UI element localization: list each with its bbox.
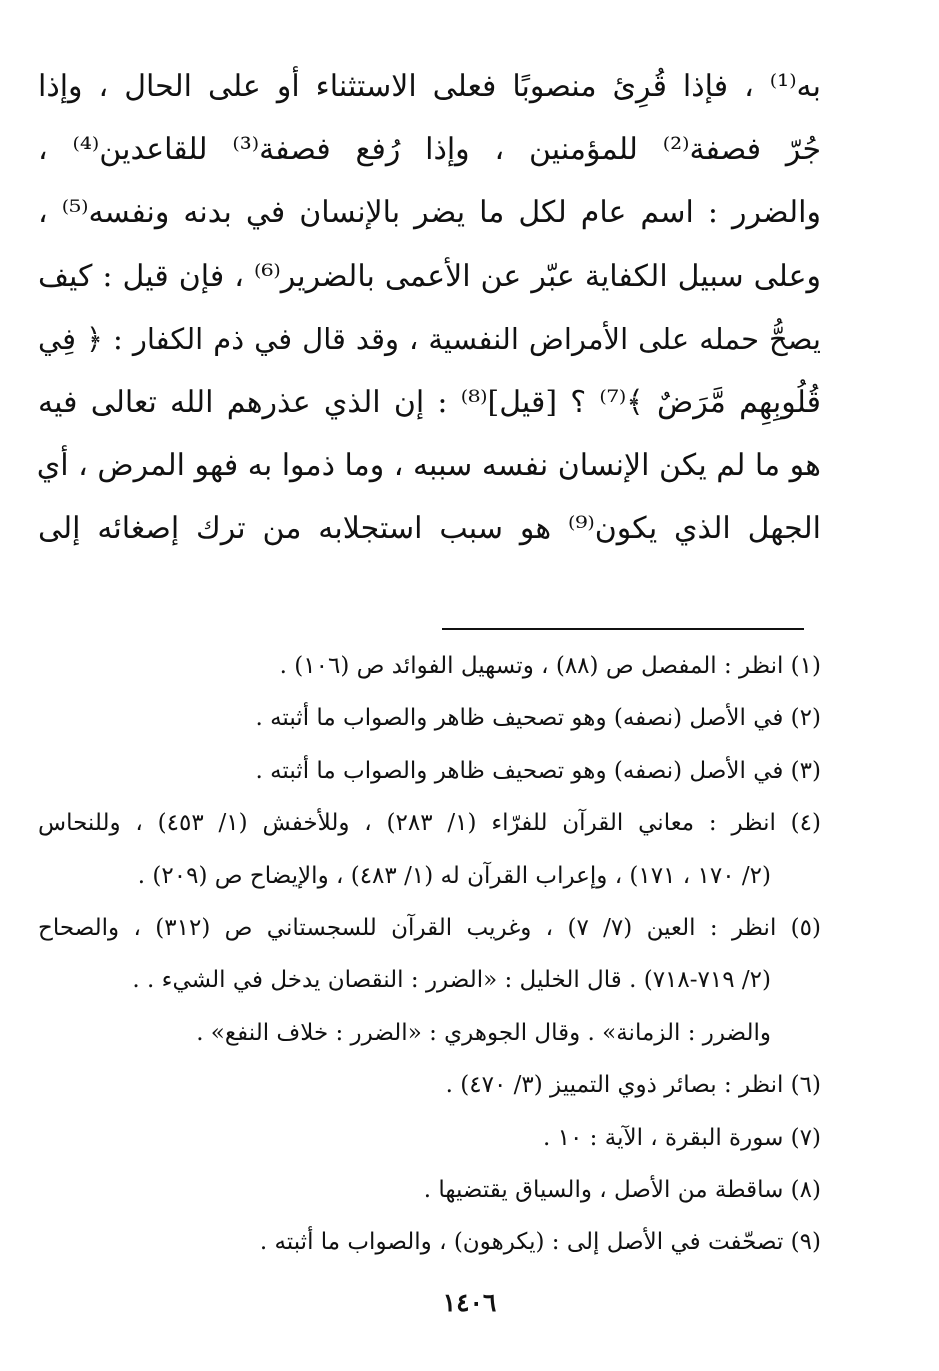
footnote-3: (٣) في الأصل (نصفه) وهو تصحيف ظاهر والصواب ما أثبته . bbox=[255, 757, 821, 784]
main-text-line: وعلى سبيل الكفاية عبّر عن الأعمى بالضرير⁽⁶⁾ ، فإن قيل : كيف bbox=[38, 258, 821, 294]
footnote-4: (٤) انظر : معاني القرآن للفرّاء (١/ ٢٨٣) ، وللأخفش (١/ ٤٥٣) ، وللنحاس bbox=[38, 810, 822, 837]
main-text-line: به⁽¹⁾ ، فإذا قُرِئ منصوبًا فعلى الاستثناء أو على الحال ، وإذا bbox=[38, 69, 821, 104]
main-text-line: يصحُّ حمله على الأمراض النفسية ، وقد قال في ذم الكفار : ﴿ فِي bbox=[38, 321, 821, 356]
footnote-5: (٥) انظر : العين (٧/ ٧) ، وغريب القرآن للسجستاني ص (٣١٢) ، والصحاح bbox=[38, 914, 821, 941]
main-text-line: جُرّ فصفة⁽²⁾ للمؤمنين ، وإذا رُفع فصفة⁽³⁾ للقاعدين⁽⁴⁾ ، bbox=[38, 132, 822, 168]
footnote-8: (٨) ساقطة من الأصل ، والسياق يقتضيها . bbox=[423, 1176, 821, 1203]
main-text-line: هو ما لم يكن الإنسان نفسه سببه ، وما ذموا به فهو المرض ، أي bbox=[36, 448, 821, 484]
main-text-line: الجهل الذي يكون⁽⁹⁾ هو سبب استجلابه من ترك إصغائه إلى bbox=[38, 511, 821, 547]
main-text-line: والضرر : اسم عام لكل ما يضر بالإنسان في بدنه ونفسه⁽⁵⁾ ، bbox=[38, 195, 821, 231]
footnote-5-continued: (٢/ ٧١٩-٧١٨) . قال الخليل : «الضرر : النقصان يدخل في الشيء . . bbox=[132, 967, 771, 994]
footnote-6: (٦) انظر : بصائر ذوي التمييز (٣/ ٤٧٠) . bbox=[445, 1072, 821, 1099]
footnote-9: (٩) تصحّفت في الأصل إلى : (يكرهون) ، والصواب ما أثبته . bbox=[259, 1229, 821, 1256]
page-number: ١٤٠٦ bbox=[442, 1288, 497, 1317]
footnotes bbox=[38, 640, 821, 1269]
footnote-2: (٢) في الأصل (نصفه) وهو تصحيف ظاهر والصواب ما أثبته . bbox=[255, 705, 821, 732]
footnote-5-continued: والضرر : الزمانة» . وقال الجوهري : «الضرر : خلاف النفع» . bbox=[196, 1019, 771, 1046]
footnote-4-continued: (٢/ ١٧٠ ، ١٧١) ، وإعراب القرآن له (١/ ٤٨٣) ، والإيضاح ص (٢٠٩) . bbox=[137, 862, 771, 889]
footnote-7: (٧) سورة البقرة ، الآية : ١٠ . bbox=[543, 1124, 821, 1151]
main-text bbox=[38, 55, 821, 561]
footnote-separator bbox=[442, 628, 804, 630]
main-text-line: قُلُوبِهِم مَّرَضٌ ﴾⁽⁷⁾ ؟ [قيل]⁽⁸⁾ : إن الذي عذرهم الله تعالى فيه bbox=[38, 384, 822, 420]
footnote-1: (١) انظر : المفصل ص (٨٨) ، وتسهيل الفوائد ص (١٠٦) . bbox=[279, 653, 821, 679]
